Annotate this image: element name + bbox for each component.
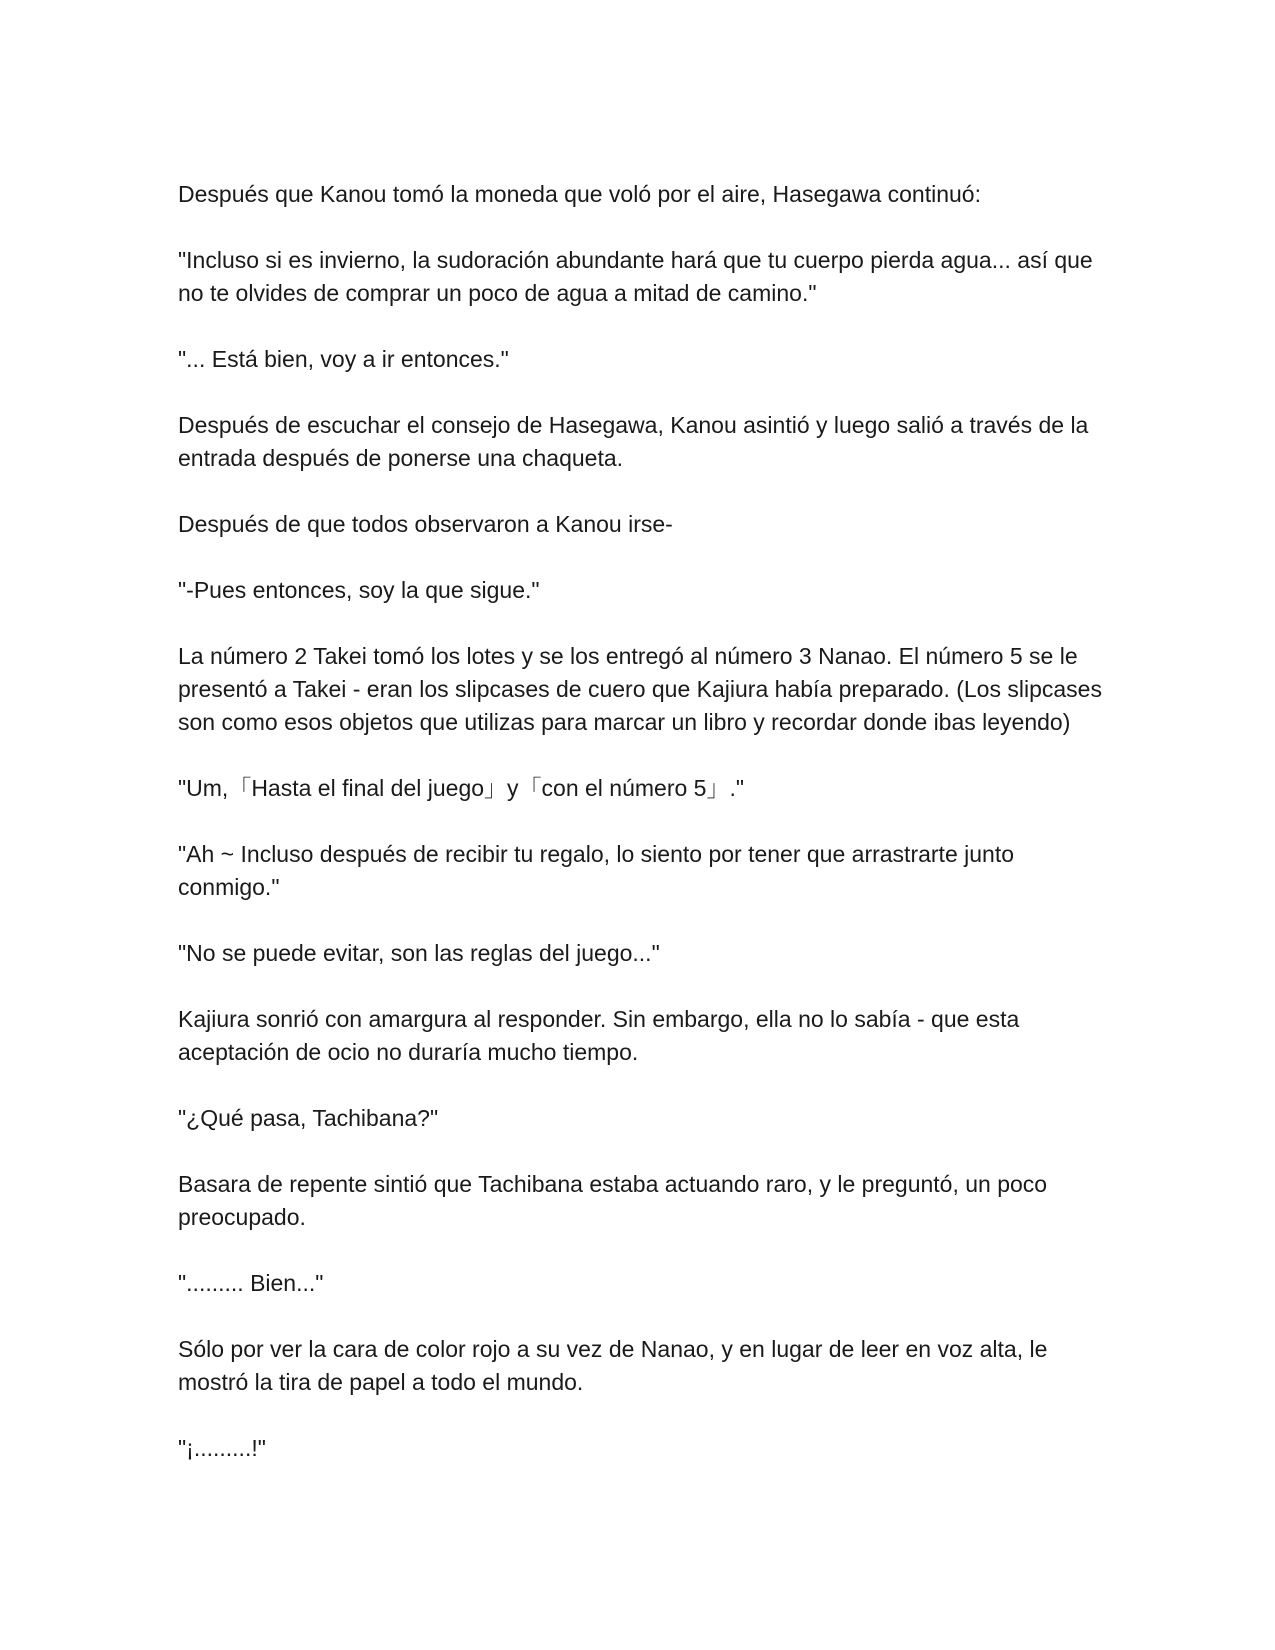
paragraph: "......... Bien...": [178, 1270, 324, 1296]
document-body: [178, 178, 1103, 1498]
paragraph: "No se puede evitar, son las reglas del juego...": [178, 940, 660, 966]
paragraph: "Um,「Hasta el final del juego」y「con el número 5」.": [178, 775, 745, 801]
paragraph: Basara de repente sintió que Tachibana estaba actuando raro, y le preguntó, un poco preocupado.: [178, 1171, 1048, 1230]
paragraph: "... Está bien, voy a ir entonces.": [178, 346, 509, 372]
paragraph: Después de que todos observaron a Kanou irse-: [178, 511, 673, 537]
paragraph: "-Pues entonces, soy la que sigue.": [178, 577, 540, 603]
paragraph: Después que Kanou tomó la moneda que voló por el aire, Hasegawa continuó:: [178, 181, 981, 207]
paragraph: "Ah ~ Incluso después de recibir tu regalo, lo siento por tener que arrastrarte junto conmigo.": [178, 841, 1015, 900]
paragraph: Kajiura sonrió con amargura al responder. Sin embargo, ella no lo sabía - que esta aceptación de ocio no duraría mucho tiempo.: [178, 1006, 1020, 1065]
paragraph: Sólo por ver la cara de color rojo a su vez de Nanao, y en lugar de leer en voz alta, le mostró la tira de papel a todo el mundo.: [178, 1336, 1048, 1395]
paragraph: Después de escuchar el consejo de Hasegawa, Kanou asintió y luego salió a través de la entrada después de ponerse una chaqueta.: [178, 412, 1089, 471]
paragraph: "Incluso si es invierno, la sudoración abundante hará que tu cuerpo pierda agua... así que no te olvides de comprar un poco de agua a mitad de camino.": [178, 247, 1093, 306]
paragraph: "¡.........!": [178, 1435, 266, 1461]
paragraph: La número 2 Takei tomó los lotes y se los entregó al número 3 Nanao. El número 5 se le presentó a Takei - eran los slipcases de cuero que Kajiura había preparado. (Los slipcases son como esos objetos que utilizas para marcar un libro y recordar donde ibas leyendo): [178, 643, 1102, 735]
paragraph: "¿Qué pasa, Tachibana?": [178, 1105, 439, 1131]
